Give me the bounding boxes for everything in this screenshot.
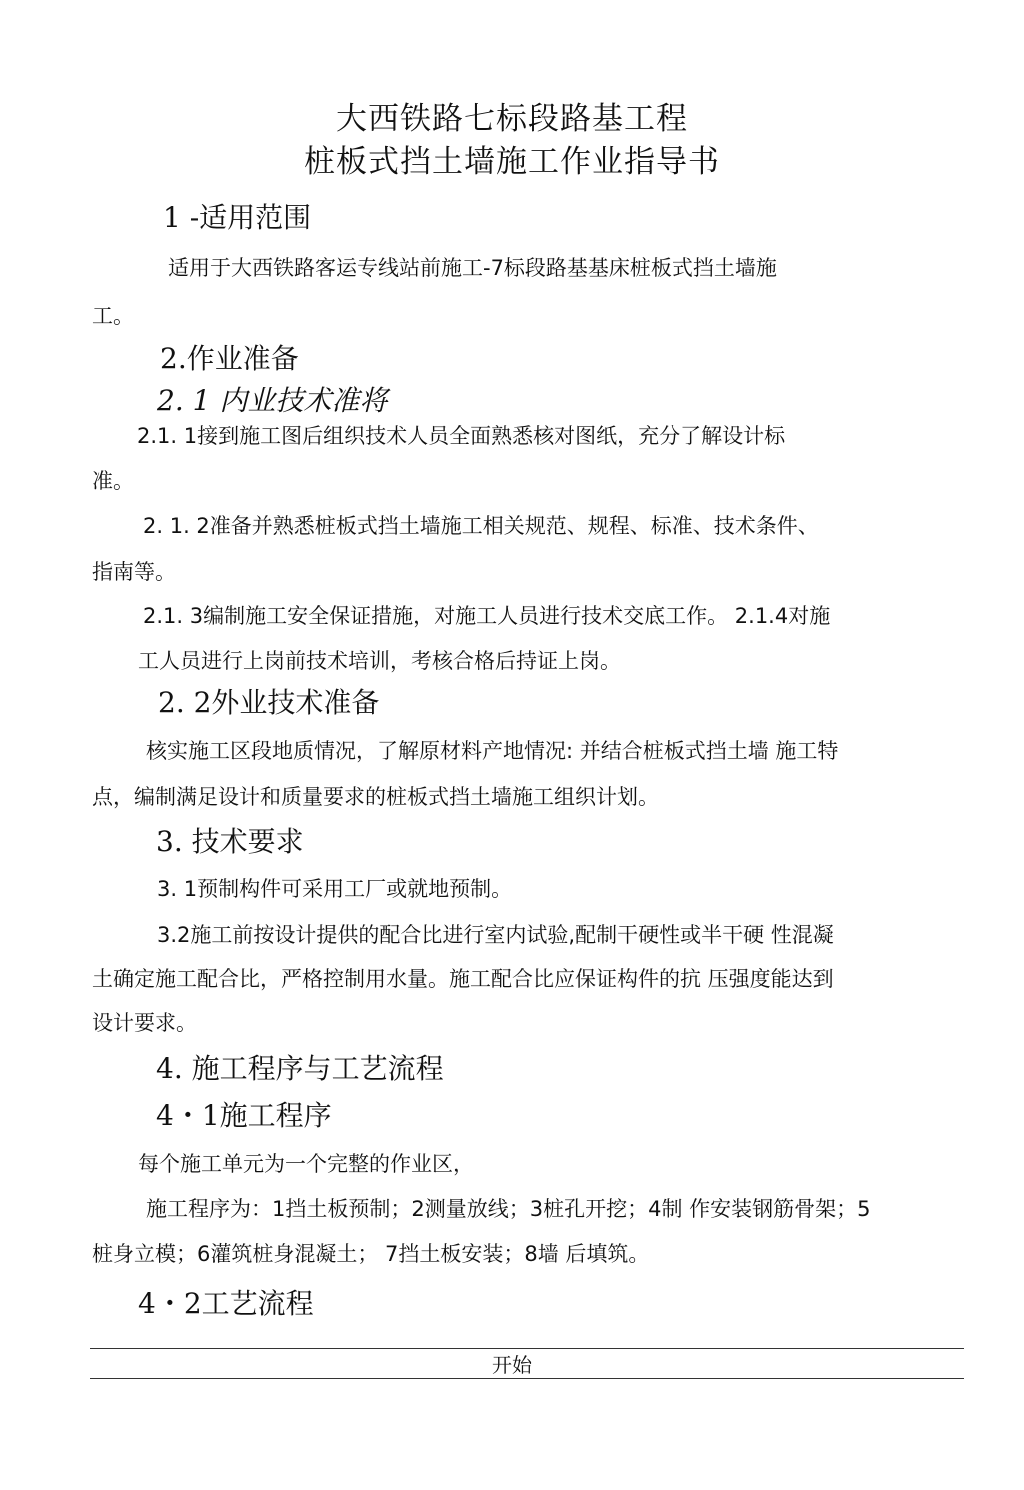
section-4-1-heading: 4・1施工程序 xyxy=(156,1099,332,1132)
section-3-2-line2: 土确定施工配合比，严格控制用水量。施工配合比应保证构件的抗 压强度能达到 xyxy=(92,967,834,991)
document-title-line1: 大西铁路七标段路基工程 xyxy=(336,101,688,137)
section-3-2-line3: 设计要求。 xyxy=(92,1011,197,1035)
section-2-1-3-line1: 2.1. 3编制施工安全保证措施，对施工人员进行技术交底工作。 2.1.4对施 xyxy=(143,604,831,628)
section-4-heading: 4. 施工程序与工艺流程 xyxy=(156,1052,444,1085)
section-3-heading: 3. 技术要求 xyxy=(156,825,304,858)
section-4-1-line2: 施工程序为：1挡土板预制；2测量放线；3桩孔开挖；4制 作安装钢筋骨架；5 xyxy=(146,1197,871,1221)
section-2-2-heading: 2. 2外业技术准备 xyxy=(158,686,380,719)
section-4-1-line3: 桩身立模；6灌筑桩身混凝土； 7挡土板安装；8墙 后填筑。 xyxy=(92,1242,650,1266)
section-2-1-1-line1: 2.1. 1接到施工图后组织技术人员全面熟悉核对图纸，充分了解设计标 xyxy=(137,424,786,448)
section-2-2-line2: 点，编制满足设计和质量要求的桩板式挡土墙施工组织计划。 xyxy=(92,785,659,809)
section-2-1-2-line1: 2. 1. 2准备并熟悉桩板式挡土墙施工相关规范、规程、标准、技术条件、 xyxy=(143,514,819,538)
flowchart-top-rule xyxy=(90,1348,964,1349)
section-1-paragraph-line1: 适用于大西铁路客运专线站前施工-7标段路基基床桩板式挡土墙施 xyxy=(168,256,777,280)
section-4-1-line1: 每个施工单元为一个完整的作业区， xyxy=(138,1152,474,1176)
document-title-line2: 桩板式挡土墙施工作业指导书 xyxy=(304,144,720,180)
section-2-1-heading: 2. 1 内业技术准将 xyxy=(157,384,388,417)
section-2-heading: 2.作业准备 xyxy=(160,342,299,375)
flowchart-start-label: 开始 xyxy=(492,1353,532,1377)
section-4-2-heading: 4・2工艺流程 xyxy=(138,1287,314,1320)
section-2-2-line1: 核实施工区段地质情况，了解原材料产地情况: 并结合桩板式挡土墙 施工特 xyxy=(146,739,839,763)
section-2-1-3-line2: 工人员进行上岗前技术培训，考核合格后持证上岗。 xyxy=(138,649,621,673)
section-3-2-line1: 3.2施工前按设计提供的配合比进行室内试验,配制干硬性或半干硬 性混凝 xyxy=(157,923,834,947)
section-2-1-1-line2: 准。 xyxy=(92,469,134,493)
section-1-heading: 1 -适用范围 xyxy=(163,201,312,234)
section-3-1-line: 3. 1预制构件可采用工厂或就地预制。 xyxy=(157,877,513,901)
section-1-paragraph-line2: 工。 xyxy=(92,304,134,328)
flowchart-bottom-rule xyxy=(90,1378,964,1379)
section-2-1-2-line2: 指南等。 xyxy=(92,560,176,584)
